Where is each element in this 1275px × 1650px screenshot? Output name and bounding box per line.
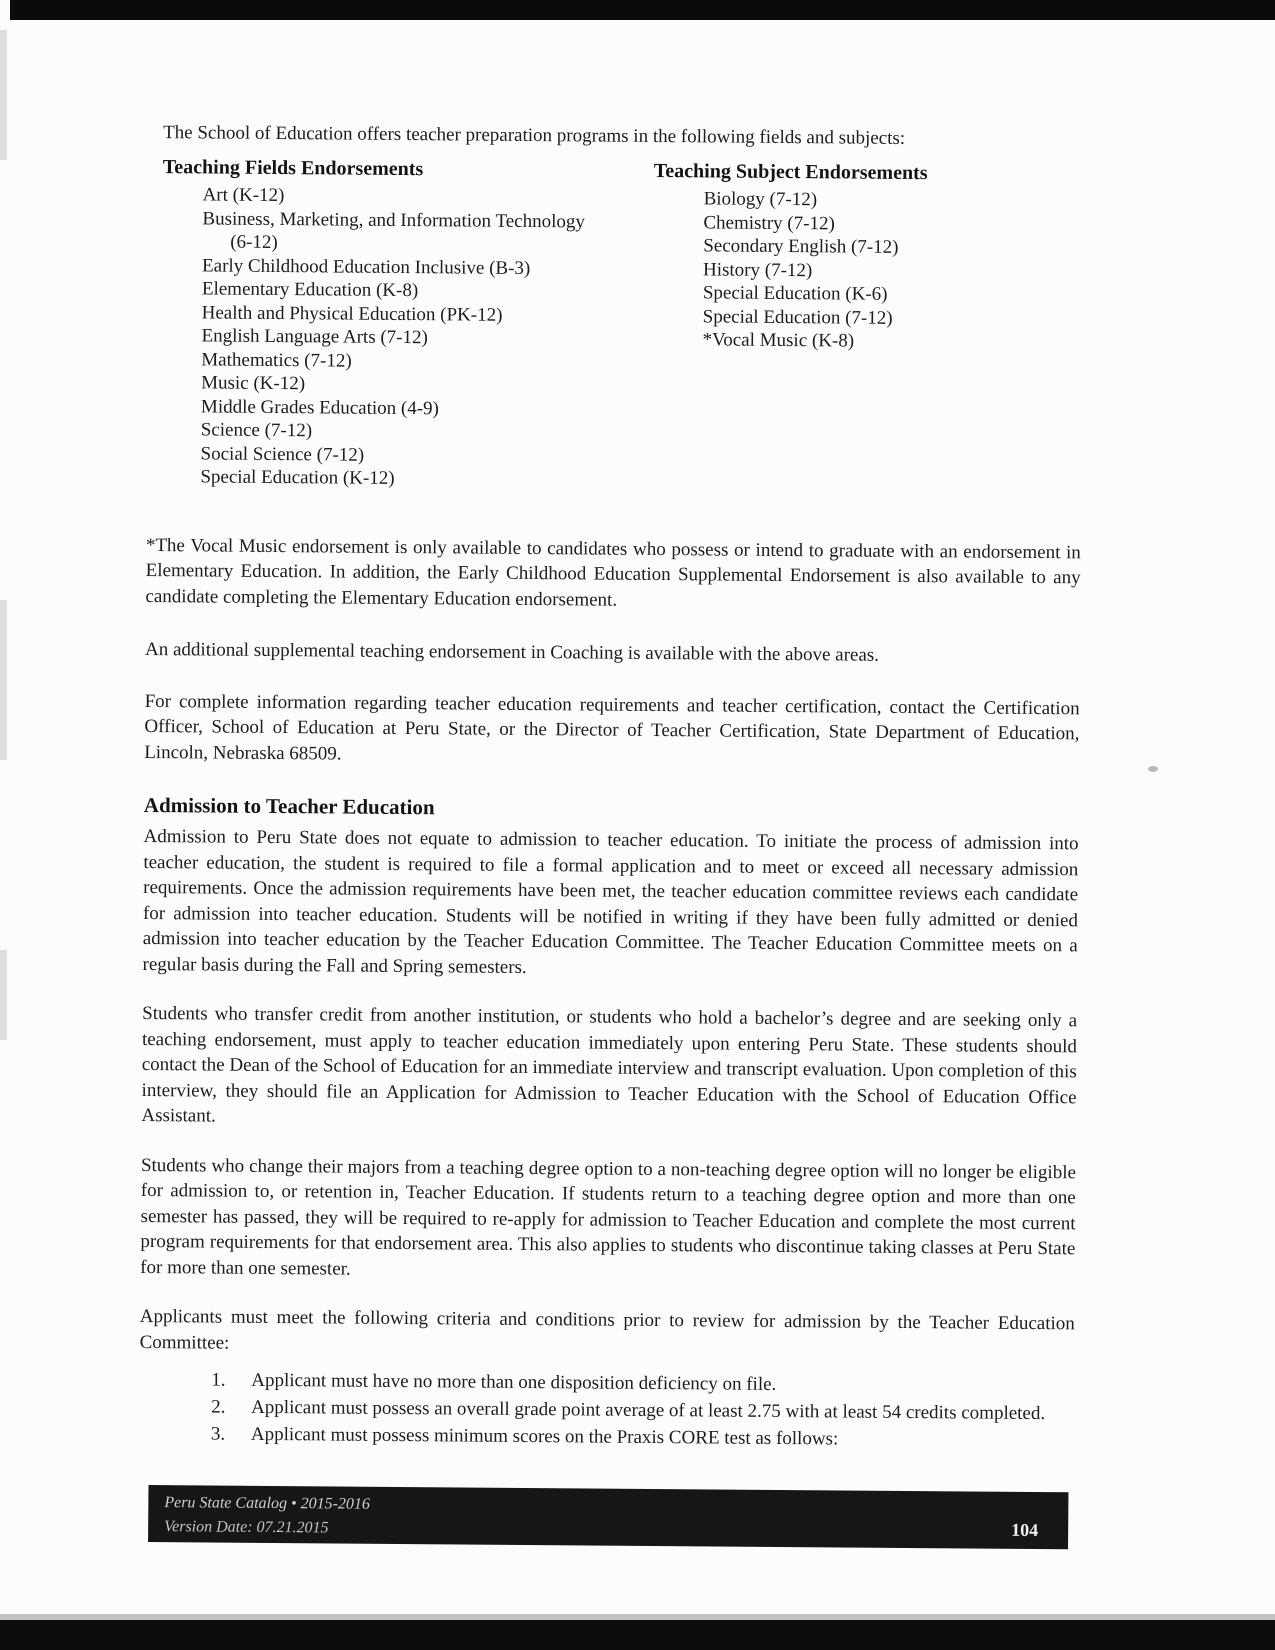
coaching-note: An additional supplemental teaching endorsement in Coaching is available with the above areas. — [144, 638, 880, 666]
endorsement-item: History (7-12) — [702, 258, 813, 281]
endorsement-item: Business, Marketing, and Information Technology (6-12) — [202, 207, 585, 254]
endorsement-columns — [146, 154, 1084, 496]
endorsement-item: *Vocal Music (K-8) — [702, 329, 855, 352]
teaching-subjects-heading: Teaching Subject Endorsements — [653, 159, 928, 185]
endorsement-item: Mathematics (7-12) — [201, 348, 352, 372]
criteria-number: 3. — [210, 1423, 226, 1445]
criteria-number: 1. — [211, 1369, 226, 1391]
criteria-text: Applicant must possess minimum scores on the Praxis CORE test as follows: — [250, 1423, 839, 1450]
endorsement-item: Special Education (7-12) — [702, 305, 893, 329]
endorsement-item: Secondary English (7-12) — [703, 235, 899, 258]
teaching-fields-heading: Teaching Fields Endorsements — [162, 156, 424, 181]
endorsement-item: English Language Arts (7-12) — [201, 325, 428, 349]
scan-artifact — [0, 600, 7, 760]
endorsement-item: Chemistry (7-12) — [703, 211, 835, 234]
vocal-music-note: *The Vocal Music endorsement is only available to candidates who possess or intend to graduate with an endorsement in Elementary Education. In addition, the Early Childhood Education Supplemental Endorsement is also available to any candidate completing the Elementary Education endorsement. — [145, 534, 1081, 611]
endorsement-item: Biology (7-12) — [703, 188, 818, 211]
criteria-text: Applicant must possess an overall grade point average of at least 2.75 with at least 54 credits completed. — [251, 1396, 1046, 1425]
criteria-intro-paragraph: Applicants must meet the following criteria and conditions prior to review for admission by the Teacher Education Committee: — [139, 1305, 1075, 1354]
admission-heading: Admission to Teacher Education — [143, 792, 435, 820]
teaching-fields-column — [146, 154, 654, 492]
scan-artifact — [1148, 766, 1158, 772]
endorsement-item: Social Science (7-12) — [200, 442, 365, 466]
endorsement-item: Science (7-12) — [200, 419, 313, 442]
teaching-subjects-column — [651, 158, 1084, 496]
endorsement-item: Health and Physical Education (PK-12) — [201, 301, 503, 326]
endorsement-item: Art (K-12) — [202, 184, 285, 207]
certification-contact-paragraph: For complete information regarding teacher education requirements and teacher certification, contact the Certification Officer, School of Education at Peru State, or the Director of Teacher Certification, State Department of Education, Lincoln, Nebraska 68509. — [144, 690, 1080, 765]
criteria-text: Applicant must have no more than one disposition deficiency on file. — [251, 1369, 777, 1395]
scan-bottom-edge — [0, 1620, 1275, 1650]
criteria-number: 2. — [211, 1396, 226, 1418]
criteria-list — [139, 1366, 1075, 1454]
admission-paragraph-2: Students who transfer credit from another institution, or students who hold a bachelor’s degree and are seeking only a teaching endorsement, must apply to teacher education immediately upon entering Peru State. These students should contact the Dean of the School of Education for an immediate interview and transcript evaluation. Upon completion of this interview, they should file an Application for Admission to Teacher Education with the School of Education Office Assistant. — [141, 1002, 1078, 1127]
teaching-subjects-list — [652, 187, 1083, 355]
page-number: 104 — [1011, 1519, 1039, 1541]
page-content — [137, 20, 1085, 1637]
admission-paragraph-1: Admission to Peru State does not equate to admission to teacher education. To initiate the process of admission into teacher education, the student is required to file a formal application and to meet or exceed all necessary admission requirements. Once the admission requirements have been met, the teacher education committee reviews each candidate for admission into teacher education. Students will be notified in writing if they have been fully admitted or denied admission into teacher education by the Teacher Education Committee. The Teacher Education Committee meets on a regular basis during the Fall and Spring semesters. — [142, 825, 1079, 978]
intro-paragraph: The School of Education offers teacher preparation programs in the following fields and subjects: — [163, 122, 906, 149]
scan-artifact — [0, 30, 7, 160]
endorsement-item: Early Childhood Education Inclusive (B-3) — [201, 254, 531, 279]
endorsement-item: Elementary Education (K-8) — [201, 278, 419, 302]
scan-top-edge — [10, 0, 1275, 20]
footer-version-date: Version Date: 07.21.2015 — [164, 1518, 329, 1537]
endorsement-item: Special Education (K-12) — [200, 466, 395, 489]
footer-catalog-title: Peru State Catalog • 2015-2016 — [164, 1494, 371, 1513]
admission-paragraph-3: Students who change their majors from a teaching degree option to a non-teaching degree option will no longer be eligible for admission to, or retention in, Teacher Education. If students return to a teaching degree option and more than one semester has passed, they will be required to re-apply for admission to Teacher Education and complete the most current program requirements for that endorsement area. This also applies to students who discontinue taking classes at Peru State for more than one semester. — [140, 1154, 1077, 1280]
endorsement-item: Special Education (K-6) — [702, 282, 888, 305]
endorsement-item: Middle Grades Education (4-9) — [200, 395, 440, 419]
teaching-fields-list — [160, 183, 653, 492]
page-footer — [148, 1485, 1068, 1549]
scan-artifact — [0, 950, 7, 1040]
endorsement-item: Music (K-12) — [201, 372, 306, 395]
